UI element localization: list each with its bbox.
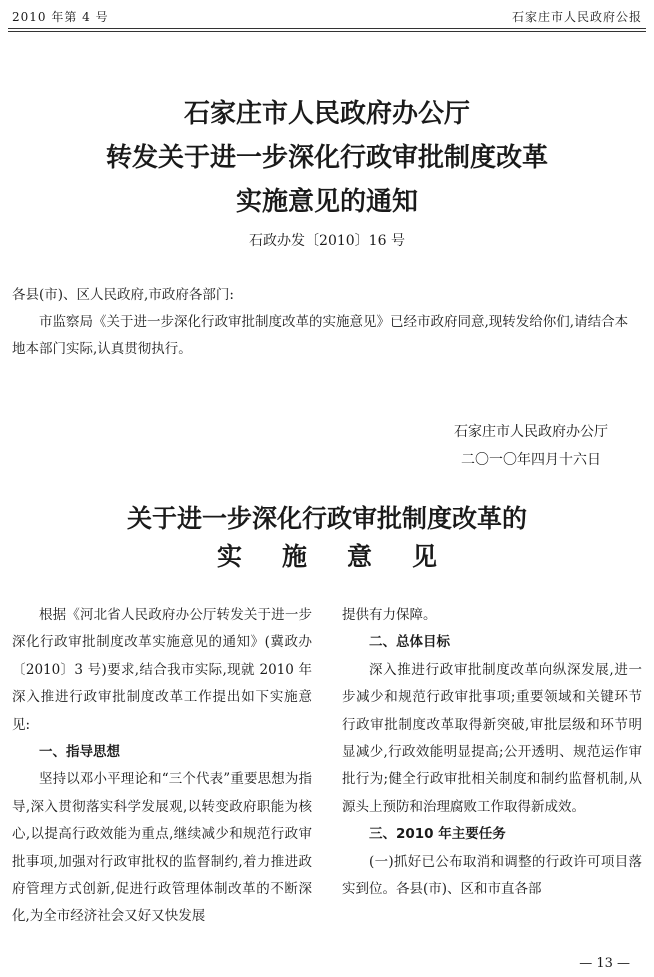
addressee: 各县(市)、区人民政府,市政府各部门: — [12, 287, 234, 303]
opinion-title-line1: 关于进一步深化行政审批制度改革的 — [126, 504, 527, 533]
section-heading: 二、总体目标 — [369, 634, 450, 651]
page-number: — 13 — — [579, 956, 630, 971]
opinion-title-line2: 实施意见 — [216, 542, 477, 571]
notice-title-line: 转发关于进一步深化行政审批制度改革 — [105, 143, 548, 173]
opinion-title — [0, 500, 654, 576]
right-column — [342, 602, 642, 903]
paragraph: 坚持以邓小平理论和“三个代表”重要思想为指导,深入贯彻落实科学发展观,以转变政府职能为核心,以提高行政效能为重点,继续减少和规范行政审批事项,加强对行政审批权的监督制约,着力推进政府管理方式创新,促进行政管理体制改革的不断深化,为全市经济社会又好又快发展 — [12, 771, 312, 925]
notice-body — [12, 282, 638, 363]
signature-date: 二〇一〇年四月十六日 — [461, 452, 601, 468]
issue-label: 2010 年第 4 号 — [12, 9, 109, 24]
page-header — [12, 4, 642, 28]
signature-org: 石家庄市人民政府办公厅 — [454, 424, 608, 440]
notice-paragraph: 市监察局《关于进一步深化行政审批制度改革的实施意见》已经市政府同意,现转发给你们,请结合本地本部门实际,认真贯彻执行。 — [12, 314, 629, 357]
notice-title — [0, 92, 654, 224]
signature-block — [454, 418, 608, 474]
publication-name: 石家庄市人民政府公报 — [511, 9, 642, 24]
paragraph: (一)抓好已公布取消和调整的行政许可项目落实到位。各县(市)、区和市直各部 — [342, 853, 642, 898]
paragraph: 深入推进行政审批制度改革向纵深发展,进一步减少和规范行政审批事项;重要领域和关键环节行政审批制度改革取得新突破,审批层级和环节明显减少,行政效能明显提高;公开透明、规范运作审批行为;健全行政审批相关制度和制约监督机制,从源头上预防和治理腐败工作取得新成效。 — [342, 661, 642, 815]
header-rule-bottom — [8, 31, 646, 32]
section-heading: 三、2010 年主要任务 — [369, 826, 506, 843]
paragraph: 提供有力保障。 — [342, 607, 437, 623]
section-heading: 一、指导思想 — [39, 744, 120, 761]
left-column — [12, 602, 312, 931]
notice-title-line: 实施意见的通知 — [235, 187, 418, 217]
header-rule-top — [8, 28, 646, 29]
document-number: 石政办发〔2010〕16 号 — [249, 233, 405, 249]
paragraph: 根据《河北省人民政府办公厅转发关于进一步深化行政审批制度改革实施意见的通知》(冀政办〔2010〕3 号)要求,结合我市实际,现就 2010 年深入推进行政审批制度改革工作提出如下实施意见: — [12, 607, 312, 733]
notice-title-line: 石家庄市人民政府办公厅 — [183, 99, 470, 129]
